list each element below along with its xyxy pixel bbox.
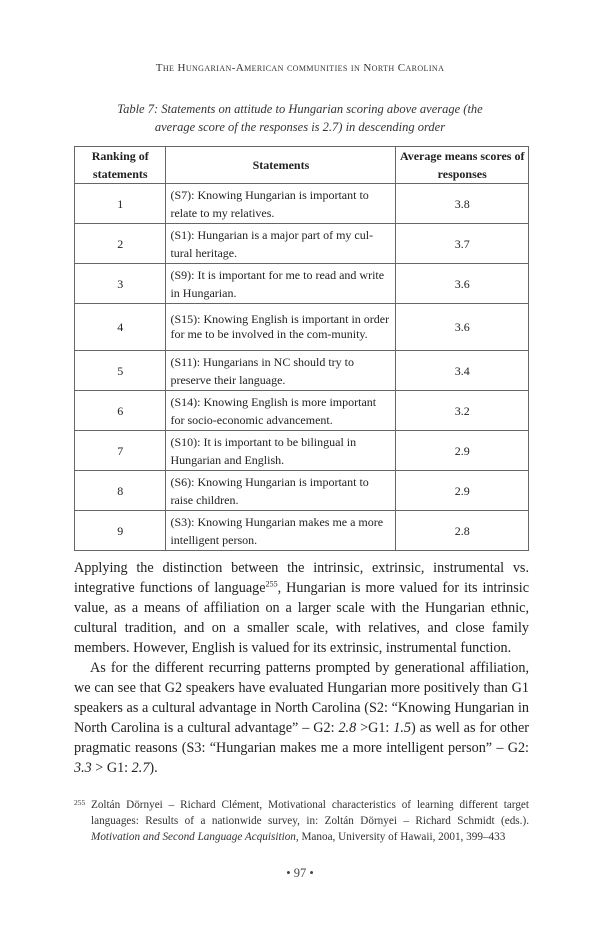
table-row — [75, 431, 529, 471]
table-row — [75, 224, 529, 264]
statement-cell: (S3): Knowing Hungarian makes me a more intelligent person. — [166, 511, 396, 551]
rank-cell: 1 — [75, 184, 166, 224]
score-cell: 3.6 — [396, 264, 529, 304]
statement-cell: (S7): Knowing Hungarian is important to relate to my relatives. — [166, 184, 396, 224]
header-rank: Ranking of statements — [75, 147, 166, 184]
header-statement: Statements — [166, 147, 396, 184]
footnote-mark: 255 — [74, 798, 86, 807]
statement-cell: (S15): Knowing English is important in order for me to be involved in the com-munity. — [166, 304, 396, 351]
rank-cell: 8 — [75, 471, 166, 511]
statements-table — [74, 146, 529, 551]
footnote-ref: 255 — [265, 579, 278, 589]
statement-cell: (S11): Hungarians in NC should try to preserve their language. — [166, 351, 396, 391]
table-row — [75, 471, 529, 511]
footnote-255: 255 Zoltán Dörnyei – Richard Clément, Motivational characteristics of learning different target languages: Results of a nationwide survey, in: Zoltán Dörnyei – Richard Schmidt (eds.). Motivation and Second Language Acquisition, Manoa, University of Hawaii, 2001, 399–433 — [74, 797, 529, 845]
rank-cell: 6 — [75, 391, 166, 431]
table-row — [75, 511, 529, 551]
table-row — [75, 184, 529, 224]
body-text — [74, 558, 529, 778]
table-caption: Table 7: Statements on attitude to Hungarian scoring above average (the average score of the responses is 2.7) in descending order — [117, 102, 483, 134]
rank-cell: 2 — [75, 224, 166, 264]
table-row — [75, 391, 529, 431]
rank-cell: 4 — [75, 304, 166, 351]
table-header-row — [75, 147, 529, 184]
running-head: The Hungarian-American communities in North Carolina — [155, 62, 445, 74]
paragraph-2: As for the different recurring patterns prompted by generational affiliation, we can see that G2 speakers have evaluated Hungarian more positively than G1 speakers as a cultural advantage in North Carolina (S2: “Knowing Hungarian in North Carolina is a cultural advantage” – G2: 2.8 >G1: 1.5) as well as for other pragmatic reasons (S3: “Hungarian makes me a more intelligent person” – G2: 3.3 > G1: 2.7). — [74, 660, 529, 776]
page-number: • 97 • — [286, 866, 314, 880]
score-cell: 3.8 — [396, 184, 529, 224]
rank-cell: 5 — [75, 351, 166, 391]
rank-cell: 7 — [75, 431, 166, 471]
footnote — [74, 797, 529, 845]
statement-cell: (S14): Knowing English is more important for socio-economic advancement. — [166, 391, 396, 431]
statement-cell: (S6): Knowing Hungarian is important to raise children. — [166, 471, 396, 511]
score-cell: 3.4 — [396, 351, 529, 391]
table-row — [75, 351, 529, 391]
table-row — [75, 304, 529, 351]
paragraph-1: Applying the distinction between the intrinsic, extrinsic, instrumental vs. integrative functions of language$^{255}$, Hungarian is more valued for its intrinsic value, as a means of affiliation on a larger scale with the Hungarian ethnic, cultural tradition, and on a smaller scale, with relatives, and close family members. However, English is valued for its extrinsic, instrumental function. — [74, 560, 529, 656]
statement-cell: (S1): Hungarian is a major part of my cul-tural heritage. — [166, 224, 396, 264]
score-cell: 2.8 — [396, 511, 529, 551]
rank-cell: 3 — [75, 264, 166, 304]
statement-cell: (S9): It is important for me to read and write in Hungarian. — [166, 264, 396, 304]
score-cell: 3.7 — [396, 224, 529, 264]
header-score: Average means scores of responses — [396, 147, 529, 184]
score-cell: 2.9 — [396, 471, 529, 511]
score-cell: 3.6 — [396, 304, 529, 351]
table-row — [75, 264, 529, 304]
score-cell: 2.9 — [396, 431, 529, 471]
rank-cell: 9 — [75, 511, 166, 551]
score-cell: 3.2 — [396, 391, 529, 431]
statement-cell: (S10): It is important to be bilingual in Hungarian and English. — [166, 431, 396, 471]
